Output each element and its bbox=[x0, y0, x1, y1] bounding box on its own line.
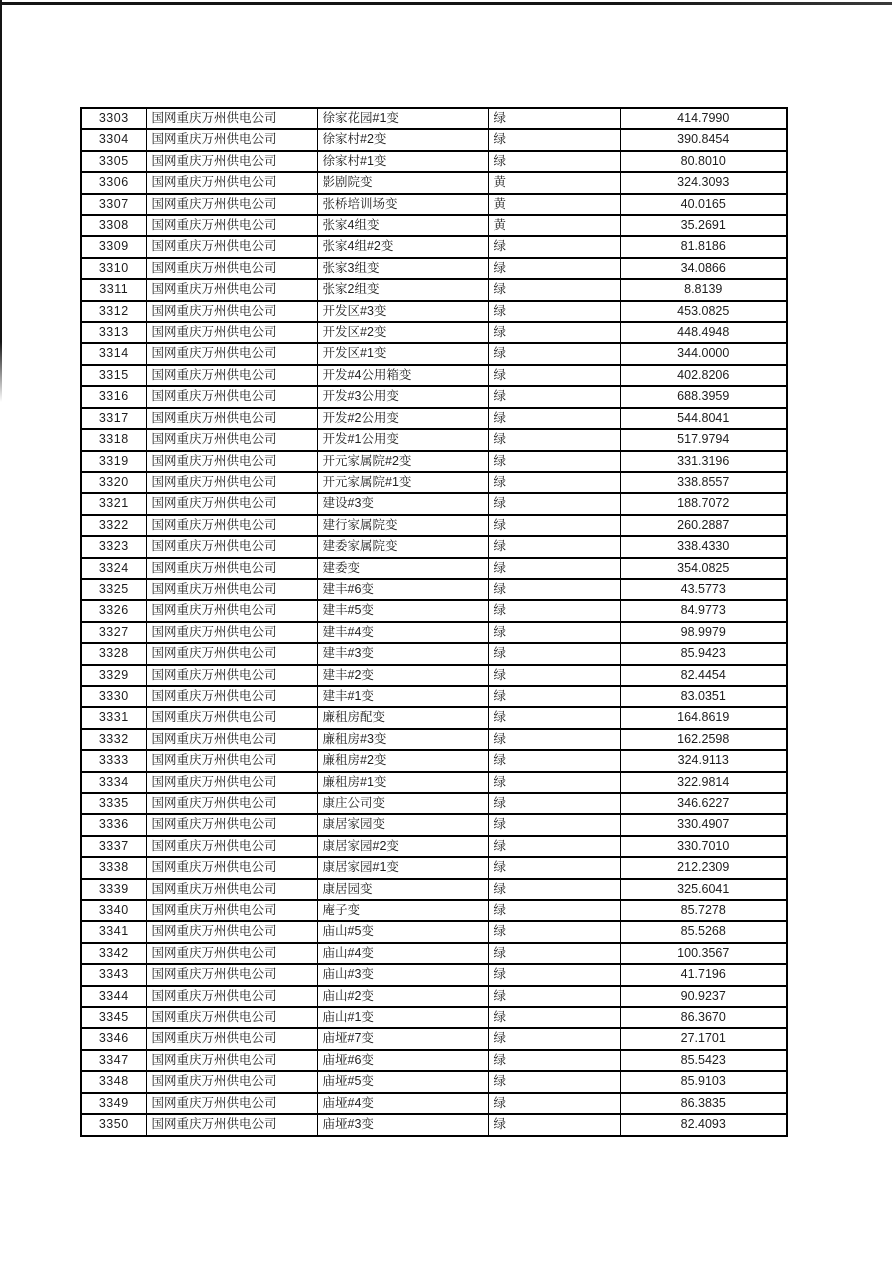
cell-value: 344.0000 bbox=[620, 343, 787, 364]
cell-id: 3308 bbox=[81, 215, 146, 236]
cell-id: 3341 bbox=[81, 921, 146, 942]
table-row bbox=[81, 836, 787, 857]
cell-color: 绿 bbox=[488, 857, 620, 878]
cell-color: 绿 bbox=[488, 836, 620, 857]
cell-id: 3342 bbox=[81, 943, 146, 964]
cell-company: 国网重庆万州供电公司 bbox=[146, 600, 317, 621]
table-row bbox=[81, 1050, 787, 1071]
cell-color: 黄 bbox=[488, 172, 620, 193]
cell-color: 绿 bbox=[488, 943, 620, 964]
cell-id: 3307 bbox=[81, 194, 146, 215]
cell-company: 国网重庆万州供电公司 bbox=[146, 986, 317, 1007]
cell-value: 453.0825 bbox=[620, 301, 787, 322]
cell-value: 82.4093 bbox=[620, 1114, 787, 1135]
cell-value: 325.6041 bbox=[620, 879, 787, 900]
cell-company: 国网重庆万州供电公司 bbox=[146, 879, 317, 900]
cell-value: 338.4330 bbox=[620, 536, 787, 557]
cell-id: 3322 bbox=[81, 515, 146, 536]
cell-company: 国网重庆万州供电公司 bbox=[146, 172, 317, 193]
cell-company: 国网重庆万州供电公司 bbox=[146, 343, 317, 364]
cell-value: 260.2887 bbox=[620, 515, 787, 536]
table-row bbox=[81, 622, 787, 643]
cell-color: 绿 bbox=[488, 1028, 620, 1049]
table-row bbox=[81, 1093, 787, 1114]
table-row bbox=[81, 772, 787, 793]
cell-station: 庙垭#6变 bbox=[317, 1050, 488, 1071]
cell-color: 绿 bbox=[488, 129, 620, 150]
cell-color: 绿 bbox=[488, 472, 620, 493]
cell-value: 8.8139 bbox=[620, 279, 787, 300]
cell-color: 绿 bbox=[488, 386, 620, 407]
cell-id: 3321 bbox=[81, 493, 146, 514]
cell-value: 330.4907 bbox=[620, 814, 787, 835]
cell-id: 3318 bbox=[81, 429, 146, 450]
cell-station: 开发#3公用变 bbox=[317, 386, 488, 407]
cell-color: 绿 bbox=[488, 365, 620, 386]
cell-station: 廉租房#1变 bbox=[317, 772, 488, 793]
cell-station: 张家4组#2变 bbox=[317, 236, 488, 257]
cell-station: 庙山#3变 bbox=[317, 964, 488, 985]
cell-id: 3330 bbox=[81, 686, 146, 707]
table-row bbox=[81, 793, 787, 814]
cell-company: 国网重庆万州供电公司 bbox=[146, 408, 317, 429]
cell-company: 国网重庆万州供电公司 bbox=[146, 772, 317, 793]
table-row bbox=[81, 322, 787, 343]
cell-color: 绿 bbox=[488, 1050, 620, 1071]
cell-company: 国网重庆万州供电公司 bbox=[146, 750, 317, 771]
cell-value: 100.3567 bbox=[620, 943, 787, 964]
cell-id: 3323 bbox=[81, 536, 146, 557]
cell-company: 国网重庆万州供电公司 bbox=[146, 707, 317, 728]
cell-station: 开发区#1变 bbox=[317, 343, 488, 364]
cell-company: 国网重庆万州供电公司 bbox=[146, 1114, 317, 1135]
cell-station: 建行家属院变 bbox=[317, 515, 488, 536]
cell-color: 绿 bbox=[488, 1093, 620, 1114]
table-row bbox=[81, 365, 787, 386]
cell-station: 开元家属院#1变 bbox=[317, 472, 488, 493]
cell-value: 40.0165 bbox=[620, 194, 787, 215]
cell-color: 绿 bbox=[488, 536, 620, 557]
cell-color: 绿 bbox=[488, 986, 620, 1007]
cell-id: 3332 bbox=[81, 729, 146, 750]
cell-value: 82.4454 bbox=[620, 665, 787, 686]
cell-value: 85.9103 bbox=[620, 1071, 787, 1092]
cell-id: 3336 bbox=[81, 814, 146, 835]
cell-station: 庙山#4变 bbox=[317, 943, 488, 964]
cell-value: 85.9423 bbox=[620, 643, 787, 664]
cell-value: 85.5268 bbox=[620, 921, 787, 942]
table-row bbox=[81, 343, 787, 364]
cell-value: 86.3835 bbox=[620, 1093, 787, 1114]
cell-value: 84.9773 bbox=[620, 600, 787, 621]
cell-id: 3334 bbox=[81, 772, 146, 793]
cell-id: 3340 bbox=[81, 900, 146, 921]
cell-id: 3339 bbox=[81, 879, 146, 900]
cell-id: 3348 bbox=[81, 1071, 146, 1092]
table-row bbox=[81, 921, 787, 942]
cell-company: 国网重庆万州供电公司 bbox=[146, 515, 317, 536]
cell-value: 164.8619 bbox=[620, 707, 787, 728]
cell-station: 建丰#6变 bbox=[317, 579, 488, 600]
cell-id: 3333 bbox=[81, 750, 146, 771]
cell-value: 85.5423 bbox=[620, 1050, 787, 1071]
cell-color: 绿 bbox=[488, 493, 620, 514]
cell-id: 3326 bbox=[81, 600, 146, 621]
cell-id: 3331 bbox=[81, 707, 146, 728]
table-row bbox=[81, 964, 787, 985]
cell-value: 354.0825 bbox=[620, 558, 787, 579]
cell-id: 3320 bbox=[81, 472, 146, 493]
cell-station: 康庄公司变 bbox=[317, 793, 488, 814]
cell-company: 国网重庆万州供电公司 bbox=[146, 279, 317, 300]
cell-company: 国网重庆万州供电公司 bbox=[146, 493, 317, 514]
cell-company: 国网重庆万州供电公司 bbox=[146, 151, 317, 172]
cell-company: 国网重庆万州供电公司 bbox=[146, 1050, 317, 1071]
cell-station: 开发#2公用变 bbox=[317, 408, 488, 429]
cell-station: 张桥培训场变 bbox=[317, 194, 488, 215]
cell-station: 庙垭#5变 bbox=[317, 1071, 488, 1092]
cell-id: 3303 bbox=[81, 108, 146, 129]
table-row bbox=[81, 1114, 787, 1135]
cell-company: 国网重庆万州供电公司 bbox=[146, 579, 317, 600]
table-row bbox=[81, 536, 787, 557]
cell-station: 开发区#2变 bbox=[317, 322, 488, 343]
cell-id: 3337 bbox=[81, 836, 146, 857]
cell-color: 绿 bbox=[488, 729, 620, 750]
cell-station: 建丰#1变 bbox=[317, 686, 488, 707]
cell-color: 绿 bbox=[488, 236, 620, 257]
table-row bbox=[81, 857, 787, 878]
cell-station: 康居家园#2变 bbox=[317, 836, 488, 857]
table-row bbox=[81, 451, 787, 472]
cell-company: 国网重庆万州供电公司 bbox=[146, 1007, 317, 1028]
cell-id: 3316 bbox=[81, 386, 146, 407]
table-row bbox=[81, 493, 787, 514]
table-row bbox=[81, 194, 787, 215]
cell-id: 3338 bbox=[81, 857, 146, 878]
cell-id: 3335 bbox=[81, 793, 146, 814]
table-row bbox=[81, 1071, 787, 1092]
cell-value: 80.8010 bbox=[620, 151, 787, 172]
cell-company: 国网重庆万州供电公司 bbox=[146, 943, 317, 964]
cell-company: 国网重庆万州供电公司 bbox=[146, 386, 317, 407]
cell-id: 3315 bbox=[81, 365, 146, 386]
cell-company: 国网重庆万州供电公司 bbox=[146, 665, 317, 686]
cell-color: 绿 bbox=[488, 665, 620, 686]
table-row bbox=[81, 579, 787, 600]
cell-station: 开发#1公用变 bbox=[317, 429, 488, 450]
cell-value: 34.0866 bbox=[620, 258, 787, 279]
table-row bbox=[81, 301, 787, 322]
cell-station: 庙垭#7变 bbox=[317, 1028, 488, 1049]
cell-station: 康居家园变 bbox=[317, 814, 488, 835]
cell-id: 3317 bbox=[81, 408, 146, 429]
table-row bbox=[81, 814, 787, 835]
cell-color: 绿 bbox=[488, 429, 620, 450]
table-row bbox=[81, 515, 787, 536]
table-row bbox=[81, 429, 787, 450]
cell-value: 338.8557 bbox=[620, 472, 787, 493]
cell-value: 390.8454 bbox=[620, 129, 787, 150]
cell-value: 81.8186 bbox=[620, 236, 787, 257]
cell-company: 国网重庆万州供电公司 bbox=[146, 472, 317, 493]
cell-station: 开发#4公用箱变 bbox=[317, 365, 488, 386]
cell-color: 绿 bbox=[488, 879, 620, 900]
cell-color: 绿 bbox=[488, 686, 620, 707]
cell-id: 3305 bbox=[81, 151, 146, 172]
cell-station: 庙垭#4变 bbox=[317, 1093, 488, 1114]
cell-value: 43.5773 bbox=[620, 579, 787, 600]
cell-color: 绿 bbox=[488, 579, 620, 600]
cell-color: 绿 bbox=[488, 408, 620, 429]
cell-color: 绿 bbox=[488, 643, 620, 664]
cell-color: 绿 bbox=[488, 707, 620, 728]
cell-company: 国网重庆万州供电公司 bbox=[146, 729, 317, 750]
cell-value: 544.8041 bbox=[620, 408, 787, 429]
cell-id: 3344 bbox=[81, 986, 146, 1007]
table-row bbox=[81, 665, 787, 686]
cell-company: 国网重庆万州供电公司 bbox=[146, 322, 317, 343]
cell-id: 3309 bbox=[81, 236, 146, 257]
table-row bbox=[81, 986, 787, 1007]
cell-value: 27.1701 bbox=[620, 1028, 787, 1049]
table-body bbox=[81, 108, 787, 1136]
cell-company: 国网重庆万州供电公司 bbox=[146, 536, 317, 557]
cell-id: 3314 bbox=[81, 343, 146, 364]
table-row bbox=[81, 151, 787, 172]
table-row bbox=[81, 215, 787, 236]
table-row bbox=[81, 129, 787, 150]
cell-station: 张家2组变 bbox=[317, 279, 488, 300]
cell-color: 绿 bbox=[488, 750, 620, 771]
cell-id: 3327 bbox=[81, 622, 146, 643]
table-row bbox=[81, 750, 787, 771]
cell-id: 3306 bbox=[81, 172, 146, 193]
cell-company: 国网重庆万州供电公司 bbox=[146, 108, 317, 129]
cell-id: 3347 bbox=[81, 1050, 146, 1071]
cell-station: 康居园变 bbox=[317, 879, 488, 900]
cell-station: 徐家村#1变 bbox=[317, 151, 488, 172]
cell-company: 国网重庆万州供电公司 bbox=[146, 451, 317, 472]
cell-company: 国网重庆万州供电公司 bbox=[146, 793, 317, 814]
cell-station: 张家4组变 bbox=[317, 215, 488, 236]
page-top-edge-line bbox=[0, 2, 892, 5]
cell-company: 国网重庆万州供电公司 bbox=[146, 558, 317, 579]
table-row bbox=[81, 236, 787, 257]
cell-color: 绿 bbox=[488, 451, 620, 472]
cell-id: 3313 bbox=[81, 322, 146, 343]
cell-value: 346.6227 bbox=[620, 793, 787, 814]
table-row bbox=[81, 707, 787, 728]
cell-company: 国网重庆万州供电公司 bbox=[146, 194, 317, 215]
cell-id: 3343 bbox=[81, 964, 146, 985]
cell-color: 绿 bbox=[488, 558, 620, 579]
cell-company: 国网重庆万州供电公司 bbox=[146, 814, 317, 835]
table-row bbox=[81, 172, 787, 193]
cell-station: 开发区#3变 bbox=[317, 301, 488, 322]
cell-station: 康居家园#1变 bbox=[317, 857, 488, 878]
cell-company: 国网重庆万州供电公司 bbox=[146, 258, 317, 279]
table-row bbox=[81, 279, 787, 300]
cell-company: 国网重庆万州供电公司 bbox=[146, 215, 317, 236]
cell-value: 414.7990 bbox=[620, 108, 787, 129]
cell-id: 3319 bbox=[81, 451, 146, 472]
table-row bbox=[81, 686, 787, 707]
cell-color: 绿 bbox=[488, 515, 620, 536]
cell-id: 3312 bbox=[81, 301, 146, 322]
table-row bbox=[81, 408, 787, 429]
cell-station: 庵子变 bbox=[317, 900, 488, 921]
cell-company: 国网重庆万州供电公司 bbox=[146, 129, 317, 150]
cell-value: 324.9113 bbox=[620, 750, 787, 771]
cell-id: 3346 bbox=[81, 1028, 146, 1049]
cell-station: 张家3组变 bbox=[317, 258, 488, 279]
cell-station: 廉租房配变 bbox=[317, 707, 488, 728]
cell-station: 建丰#5变 bbox=[317, 600, 488, 621]
cell-id: 3304 bbox=[81, 129, 146, 150]
cell-color: 绿 bbox=[488, 279, 620, 300]
cell-value: 448.4948 bbox=[620, 322, 787, 343]
cell-value: 331.3196 bbox=[620, 451, 787, 472]
cell-color: 绿 bbox=[488, 900, 620, 921]
cell-color: 绿 bbox=[488, 600, 620, 621]
cell-company: 国网重庆万州供电公司 bbox=[146, 301, 317, 322]
cell-color: 绿 bbox=[488, 151, 620, 172]
cell-color: 绿 bbox=[488, 1071, 620, 1092]
cell-color: 绿 bbox=[488, 1114, 620, 1135]
table-row bbox=[81, 108, 787, 129]
cell-color: 绿 bbox=[488, 814, 620, 835]
cell-color: 绿 bbox=[488, 921, 620, 942]
cell-company: 国网重庆万州供电公司 bbox=[146, 1028, 317, 1049]
cell-color: 绿 bbox=[488, 322, 620, 343]
cell-value: 324.3093 bbox=[620, 172, 787, 193]
cell-station: 影剧院变 bbox=[317, 172, 488, 193]
cell-value: 86.3670 bbox=[620, 1007, 787, 1028]
cell-value: 162.2598 bbox=[620, 729, 787, 750]
cell-value: 322.9814 bbox=[620, 772, 787, 793]
cell-station: 建丰#4变 bbox=[317, 622, 488, 643]
cell-color: 绿 bbox=[488, 793, 620, 814]
cell-company: 国网重庆万州供电公司 bbox=[146, 836, 317, 857]
cell-company: 国网重庆万州供电公司 bbox=[146, 921, 317, 942]
cell-station: 廉租房#3变 bbox=[317, 729, 488, 750]
cell-color: 绿 bbox=[488, 964, 620, 985]
cell-id: 3350 bbox=[81, 1114, 146, 1135]
cell-color: 绿 bbox=[488, 258, 620, 279]
cell-station: 开元家属院#2变 bbox=[317, 451, 488, 472]
table-row bbox=[81, 1007, 787, 1028]
cell-station: 庙山#2变 bbox=[317, 986, 488, 1007]
cell-value: 402.8206 bbox=[620, 365, 787, 386]
cell-station: 庙垭#3变 bbox=[317, 1114, 488, 1135]
cell-value: 83.0351 bbox=[620, 686, 787, 707]
cell-company: 国网重庆万州供电公司 bbox=[146, 236, 317, 257]
cell-station: 庙山#1变 bbox=[317, 1007, 488, 1028]
cell-station: 建设#3变 bbox=[317, 493, 488, 514]
cell-company: 国网重庆万州供电公司 bbox=[146, 622, 317, 643]
cell-company: 国网重庆万州供电公司 bbox=[146, 1071, 317, 1092]
cell-company: 国网重庆万州供电公司 bbox=[146, 1093, 317, 1114]
cell-value: 188.7072 bbox=[620, 493, 787, 514]
cell-station: 建丰#2变 bbox=[317, 665, 488, 686]
cell-company: 国网重庆万州供电公司 bbox=[146, 964, 317, 985]
table-row bbox=[81, 600, 787, 621]
substation-data-table bbox=[80, 107, 788, 1137]
cell-id: 3325 bbox=[81, 579, 146, 600]
page-left-edge-line bbox=[0, 0, 2, 402]
table-row bbox=[81, 258, 787, 279]
cell-color: 绿 bbox=[488, 301, 620, 322]
cell-value: 330.7010 bbox=[620, 836, 787, 857]
cell-color: 绿 bbox=[488, 343, 620, 364]
cell-company: 国网重庆万州供电公司 bbox=[146, 857, 317, 878]
cell-station: 徐家花园#1变 bbox=[317, 108, 488, 129]
table-row bbox=[81, 472, 787, 493]
cell-id: 3349 bbox=[81, 1093, 146, 1114]
cell-value: 517.9794 bbox=[620, 429, 787, 450]
cell-value: 85.7278 bbox=[620, 900, 787, 921]
cell-id: 3328 bbox=[81, 643, 146, 664]
cell-value: 41.7196 bbox=[620, 964, 787, 985]
cell-station: 廉租房#2变 bbox=[317, 750, 488, 771]
table-row bbox=[81, 1028, 787, 1049]
cell-value: 98.9979 bbox=[620, 622, 787, 643]
cell-id: 3324 bbox=[81, 558, 146, 579]
table-row bbox=[81, 558, 787, 579]
cell-station: 徐家村#2变 bbox=[317, 129, 488, 150]
table-row bbox=[81, 900, 787, 921]
table-row bbox=[81, 729, 787, 750]
table-row bbox=[81, 386, 787, 407]
cell-station: 建委变 bbox=[317, 558, 488, 579]
cell-station: 建丰#3变 bbox=[317, 643, 488, 664]
table-row bbox=[81, 643, 787, 664]
table-row bbox=[81, 879, 787, 900]
table-row bbox=[81, 943, 787, 964]
cell-id: 3310 bbox=[81, 258, 146, 279]
cell-company: 国网重庆万州供电公司 bbox=[146, 429, 317, 450]
cell-value: 35.2691 bbox=[620, 215, 787, 236]
cell-company: 国网重庆万州供电公司 bbox=[146, 365, 317, 386]
cell-id: 3345 bbox=[81, 1007, 146, 1028]
cell-company: 国网重庆万州供电公司 bbox=[146, 900, 317, 921]
cell-color: 黄 bbox=[488, 215, 620, 236]
cell-id: 3311 bbox=[81, 279, 146, 300]
cell-station: 建委家属院变 bbox=[317, 536, 488, 557]
cell-value: 90.9237 bbox=[620, 986, 787, 1007]
cell-color: 黄 bbox=[488, 194, 620, 215]
cell-color: 绿 bbox=[488, 772, 620, 793]
cell-company: 国网重庆万州供电公司 bbox=[146, 643, 317, 664]
cell-value: 212.2309 bbox=[620, 857, 787, 878]
cell-station: 庙山#5变 bbox=[317, 921, 488, 942]
cell-company: 国网重庆万州供电公司 bbox=[146, 686, 317, 707]
cell-value: 688.3959 bbox=[620, 386, 787, 407]
cell-id: 3329 bbox=[81, 665, 146, 686]
cell-color: 绿 bbox=[488, 1007, 620, 1028]
cell-color: 绿 bbox=[488, 622, 620, 643]
cell-color: 绿 bbox=[488, 108, 620, 129]
